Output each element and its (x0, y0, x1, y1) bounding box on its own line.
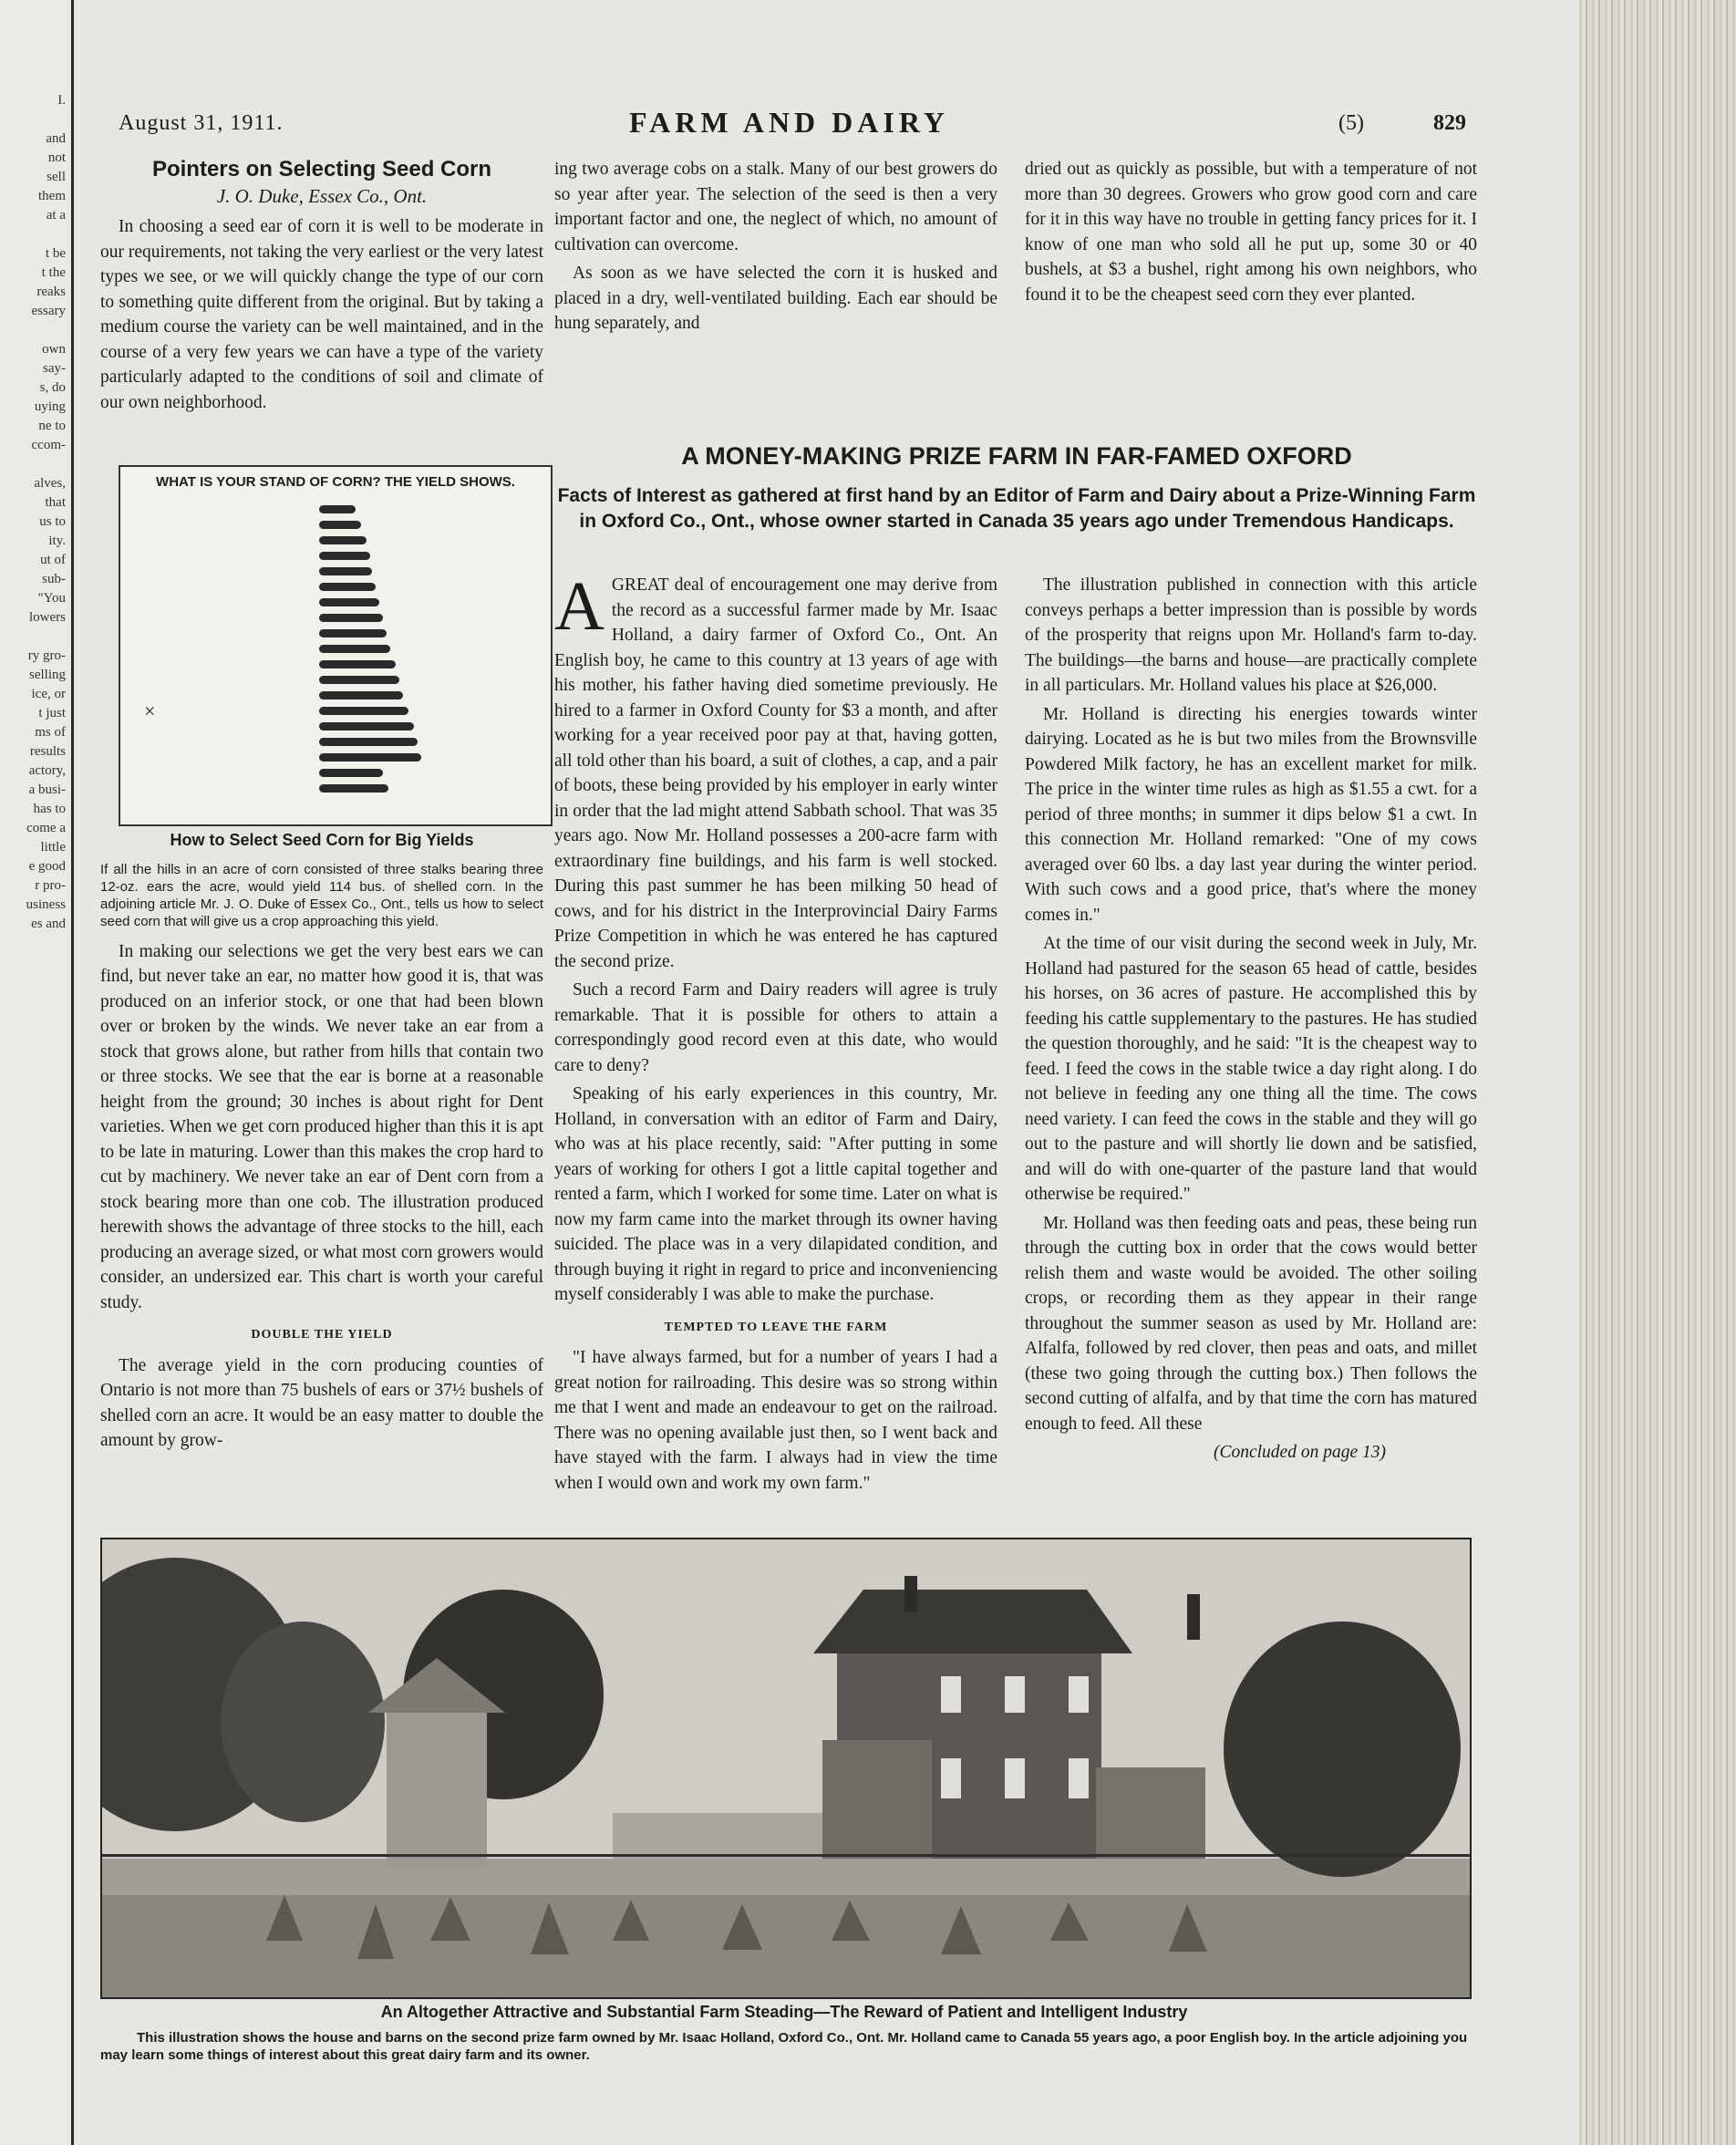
edge-text-fragment: us to (39, 514, 66, 529)
drop-cap: A (554, 568, 604, 645)
photo-caption-text: This illustration shows the house and barns on the second prize farm owned by Mr. Isaac Holland, Oxford Co., Ont. Mr. Holland came to Canada 55 years ago, a poor English boy. In the article adjoining you may learn some things of interest about this great dairy farm and its owner. (100, 2030, 1468, 2063)
edge-text-fragment: at a (46, 208, 66, 223)
feature-column-2 (1025, 573, 1477, 1466)
edge-text-fragment: a busi- (28, 782, 66, 797)
edge-text-fragment: lowers (29, 610, 66, 625)
chart-row (128, 767, 543, 779)
chart-row (128, 658, 543, 670)
edge-text-fragment: not (47, 150, 66, 165)
paragraph: In choosing a seed ear of corn it is well to be moderate in our requirements, not taking the very earliest or the very latest types we see, or we will quickly change the type of our corn to something quite different from the original. But by taking a medium course the variety can be well maintained, and in the course of a very few years we can have a type of the variety particularly adapted to the conditions of soil and climate of our own neighborhood. (100, 217, 543, 412)
edge-text-fragment: "You (37, 591, 66, 606)
edge-text-fragment: selling (29, 668, 66, 682)
corn-ear-mark (319, 598, 379, 606)
corn-ear-mark (319, 614, 383, 622)
edge-text-fragment: ice, or (31, 687, 66, 701)
edge-text-fragment: reaks (36, 285, 66, 299)
edge-text-fragment: that (45, 495, 66, 510)
edge-text-fragment: actory, (28, 763, 66, 778)
paragraph: The illustration published in connection with this article conveys perhaps a better impression than is possible by words of the prosperity that reigns upon Mr. Holland's farm to-day. The buildings—the barns and house—are practically complete in all particulars. Mr. Holland values his place at $26,000. (1025, 575, 1477, 695)
corn-ear-mark (319, 722, 414, 731)
edge-text-fragment: own (42, 342, 66, 357)
corn-ear-mark (319, 536, 367, 544)
edge-text-fragment: has to (33, 802, 66, 816)
chart-row (128, 596, 543, 608)
farm-scene-illustration (102, 1539, 1470, 1997)
edge-text-fragment: results (29, 744, 66, 759)
edge-text-fragment: uying (34, 399, 66, 414)
chart-row (128, 699, 543, 722)
continuation-note: (Concluded on page 13) (1213, 1443, 1386, 1462)
article-column-seed-corn (100, 157, 543, 419)
corn-ear-mark (319, 567, 372, 575)
article-column-seed-corn-continued (100, 828, 543, 1457)
paragraph: GREAT deal of encouragement one may derive from the record as a successful farmer made by Mr. Isaac Holland, a dairy farmer of Oxford Co., Ont. An English boy, he came to this country at 13 years of age with his mother, his father having died sometime previously. He hired to a farmer in Oxford County for $3 a month, and after working for a year received poor pay at that, having gotten, all told other than his board, a suit of clothes, a cap, and a pair of boots, these being provided by his employer in early winter in order that the lad might attend Sabbath school. That was 35 years ago. Now Mr. Holland possesses a 200-acre farm with extraordinary fine buildings, and his farm is well stocked. During this past summer he has been milking 50 head of cows, and for his district in the Interprovincial Dairy Farms Prize Competition in which he was entered he has captured the second prize. (554, 575, 997, 971)
edge-text-fragment: t just (38, 706, 66, 720)
edge-text-fragment: them (38, 189, 66, 203)
book-page-stack (1579, 0, 1736, 2145)
edge-text-fragment: I. (57, 93, 66, 108)
issue-date: August 31, 1911. (119, 111, 284, 135)
paragraph: Mr. Holland is directing his energies towards winter dairying. Located as he is but two miles from the Brownsville Powdered Milk factory, he has an excellent market for milk. The price in the winter time rules as high as $1.55 a cwt. for a period of three months; in summer it dips below $1 a cwt. In this connection Mr. Holland remarked: "One of my cows averaged over 60 lbs. a day last year during the winter period. With such cows and a good price, that's where the money comes in." (1025, 704, 1477, 925)
photo-caption (100, 2003, 1468, 2064)
paragraph: In making our selections we get the very best ears we can find, but never take an ear, no matter how good it is, that was produced on an inferior stock, or one that had been blown over or broken by the winds. We never take an ear from a stock that grows alone, but rather from hills that contain two or three stocks. We see that the ear is borne at a reasonable height from the ground; 30 inches is about right for Dent varieties. When we get corn produced higher than this it is apt to be late in maturing. Lower than this makes the crop hard to cut by machinery. We never take an ear of Dent corn from a stock bearing more than one cob. The illustration produced herewith shows the advantage of three stocks to the hill, each producing an average sized, or what most corn growers would consider, an undersized ear. This chart is worth your careful study. (100, 941, 543, 1312)
folio-number: 829 (1433, 111, 1466, 135)
chart-title: WHAT IS YOUR STAND OF CORN? THE YIELD SHOWS. (156, 474, 515, 490)
paragraph: As soon as we have selected the corn it is husked and placed in a dry, well-ventilated building. Each ear should be hung separately, and (554, 264, 997, 333)
paragraph: The average yield in the corn producing counties of Ontario is not more than 75 bushels of ears or 37½ bushels of shelled corn an acre. It would be an easy matter to double the amount by grow- (100, 1355, 543, 1450)
corn-ear-mark (319, 707, 408, 715)
edge-text-fragment: usiness (26, 897, 66, 912)
photo-caption-title: An Altogether Attractive and Substantial Farm Steading—The Reward of Patient and Intelligent Industry (380, 2003, 1188, 2021)
feature-headline: A MONEY-MAKING PRIZE FARM IN FAR-FAMED OXFORD (681, 442, 1352, 470)
edge-text-fragment: essary (31, 304, 66, 318)
edge-text-fragment (0, 110, 71, 130)
chart-row (128, 627, 543, 639)
section-page-number: (5) (1338, 111, 1364, 135)
edge-text-fragment: alves, (34, 476, 66, 491)
edge-text-fragment: come a (26, 821, 66, 835)
edge-text-fragment: e good (28, 859, 66, 874)
corn-ear-mark (319, 660, 396, 668)
section-subhead: DOUBLE THE YIELD (251, 1328, 393, 1342)
edge-text-fragment: s, do (39, 380, 66, 395)
feature-deck: Facts of Interest as gathered at first hand by an Editor of Farm and Dairy about a Prize-Winning Farm in Oxford Co., Ont., whose owner started in Canada 35 years ago under Tremendous Handicaps. (557, 485, 1476, 532)
adjacent-page-edge (0, 0, 74, 2145)
paragraph: Such a record Farm and Dairy readers will agree is truly remarkable. That it is possible for others to attain a correspondingly good record even at this date, who would care to deny? (554, 980, 997, 1075)
edge-text-fragment: t be (45, 246, 66, 261)
chart-row (128, 550, 543, 562)
edge-text-fragment: t the (41, 265, 66, 280)
edge-text-fragment (0, 225, 71, 244)
edge-text-fragment: say- (43, 361, 66, 376)
paragraph: Mr. Holland was then feeding oats and peas, these being run through the cutting box in order that the cows would better relish them and waste would be avoided. The other soiling crops, or recording them as they appear in their range throughout the summer season as used by Mr. Holland are: Alfalfa, followed by red clover, then peas and oats, and millet (these two going through the cutting box.) Then follows the second cutting of alfalfa, and by that time the corn has matured enough to feed. All these (1025, 1213, 1477, 1434)
chart-row (128, 674, 543, 686)
corn-ear-mark (319, 552, 370, 560)
corn-yield-chart (119, 465, 553, 826)
edge-text-fragment: ms of (35, 725, 66, 740)
corn-ear-mark (319, 583, 376, 591)
chart-row (128, 519, 543, 531)
page-header (119, 106, 1486, 142)
section-subhead: TEMPTED TO LEAVE THE FARM (664, 1320, 888, 1334)
farm-photograph (100, 1538, 1472, 1999)
newspaper-page (91, 91, 1477, 2116)
corn-ear-mark (319, 738, 418, 746)
paragraph: ing two average cobs on a stalk. Many of our best growers do so year after year. The selection of the seed is then a very important factor and one, the neglect of which, no amount of cultivation can overcome. (554, 160, 997, 254)
corn-ear-mark (319, 691, 403, 699)
edge-text-fragment: r pro- (35, 878, 66, 893)
edge-text-fragment: ne to (38, 419, 66, 433)
paragraph: At the time of our visit during the second week in July, Mr. Holland had pastured for the season 65 head of cattle, besides his horses, on 36 acres of pasture. He accomplished this by feeding his cattle supplementary to the pastures. He has studied the question thoroughly, and he said: "It is the cheapest way to feed. I feed the cows in the stable twice a day right along. I do not believe in feeding any one thing all the time. The cows need variety. I can feed the cows in the stable and they will go out to the pasture and will shortly lie down and be satisfied, and will do with one-quarter of the pasture land that would otherwise be required." (1025, 934, 1477, 1204)
corn-ear-mark (319, 753, 421, 762)
article-column-continued (554, 157, 997, 340)
chart-row (128, 581, 543, 593)
edge-text-fragment: sub- (42, 572, 66, 586)
corn-ear-mark (319, 629, 387, 637)
feature-banner (556, 442, 1477, 534)
edge-text-fragment (0, 455, 71, 474)
chart-row (128, 751, 543, 763)
edge-text-fragment: ut of (40, 553, 66, 567)
paragraph: Speaking of his early experiences in this country, Mr. Holland, in conversation with an editor of Farm and Dairy, who was at his place recently, said: "After putting in some years of working for others I got a little capital together and rented a farm, which I worked for some time. Later on what is now my farm came into the market through its owner having suicided. The place was in a very dilapidated condition, and through buying it right in regard to price and inconveniencing myself considerably I was able to make the purchase. (554, 1084, 997, 1304)
chart-row (128, 612, 543, 624)
corn-ear-mark (319, 676, 399, 684)
edge-text-fragment: sell (46, 170, 66, 184)
edge-text-fragment (0, 627, 71, 647)
corn-ear-mark (319, 784, 388, 793)
chart-row (128, 534, 543, 546)
paragraph: "I have always farmed, but for a number of years I had a great notion for railroading. This desire was so strong within me that I went and made an endeavour to get on the railroad. There was no opening available just then, so I went back and have stayed with the farm. I always had in view the time when I would own and work my own farm." (554, 1348, 997, 1493)
chart-row (128, 736, 543, 748)
edge-text-fragment: ity. (48, 534, 66, 548)
edge-text-fragment: es and (31, 917, 66, 931)
article-byline: J. O. Duke, Essex Co., Ont. (216, 184, 428, 207)
edge-text-fragment: ccom- (31, 438, 66, 452)
corn-ear-mark (319, 769, 383, 777)
chart-row (128, 782, 543, 794)
chart-row (128, 643, 543, 655)
paragraph: dried out as quickly as possible, but with a temperature of not more than 30 degrees. Growers who grow good corn and care for it in this way have no trouble in getting fancy prices for it. I know of one man who sold all he put up, some 30 or 40 bushels, at $3 a bushel, right among his own neighbors, who found it to be the cheapest seed corn they ever planted. (1025, 160, 1477, 305)
chart-row (128, 720, 543, 732)
edge-text-fragment: and (46, 131, 66, 146)
edge-text-fragment: ry gro- (27, 648, 66, 663)
corn-ear-mark (319, 505, 356, 513)
x-mark-icon: × (144, 699, 156, 722)
corn-ear-mark (319, 521, 361, 529)
chart-row (128, 689, 543, 701)
feature-column-1 (554, 568, 997, 1499)
corn-ear-mark (319, 645, 390, 653)
edge-text-fragment (0, 321, 71, 340)
article-column-continued-2 (1025, 157, 1477, 311)
article-headline: Pointers on Selecting Seed Corn (151, 157, 492, 181)
chart-row (128, 565, 543, 577)
edge-text-fragment: little (40, 840, 66, 855)
chart-caption: How to Select Seed Corn for Big Yields (170, 831, 474, 849)
masthead-title: FARM AND DAIRY (629, 106, 949, 139)
chart-note: If all the hills in an acre of corn consisted of three stalks bearing three 12-oz. ears the acre, would yield 114 bus. of shelled corn. In the adjoining article Mr. J. O. Duke of Essex Co., Ont., tells us how to select seed corn that will give us a crop approaching this yield. (100, 861, 543, 929)
chart-row (128, 503, 543, 515)
